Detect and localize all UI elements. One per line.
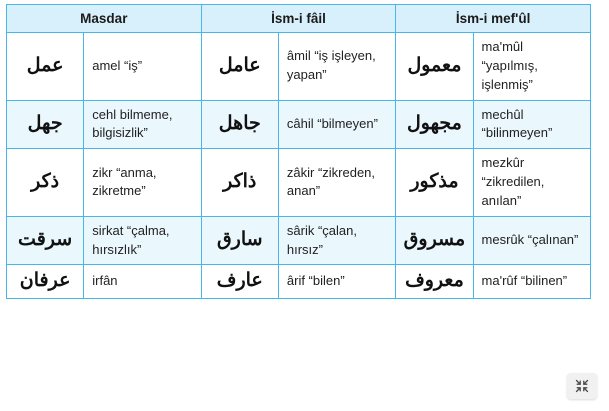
cell-fail-translit: ârif “bilen” — [278, 265, 395, 299]
cell-fail-arabic: عامل — [201, 33, 278, 101]
table-head — [7, 5, 591, 33]
cell-fail-arabic: ذاكر — [201, 149, 278, 217]
table-row — [7, 149, 591, 217]
cell-masdar-arabic: سرقت — [7, 216, 84, 265]
cell-meful-translit: ma'rûf “bilinen” — [473, 265, 590, 299]
cell-masdar-translit: sirkat “çalma, hırsızlık” — [84, 216, 201, 265]
cell-meful-arabic: معمول — [396, 33, 473, 101]
cell-masdar-arabic: ذكر — [7, 149, 84, 217]
table-body — [7, 33, 591, 299]
cell-fail-translit: sârik “çalan, hırsız” — [278, 216, 395, 265]
cell-meful-translit: ma'mûl “yapılmış, işlenmiş” — [473, 33, 590, 101]
cell-masdar-arabic: عرفان — [7, 265, 84, 299]
cell-fail-translit: câhil “bilmeyen” — [278, 100, 395, 149]
cell-masdar-translit: irfân — [84, 265, 201, 299]
table-header-row — [7, 5, 591, 33]
fullscreen-collapse-icon — [574, 378, 590, 394]
page-container — [0, 4, 609, 411]
column-header-ism-i-fail: İsm-i fâil — [201, 5, 396, 33]
cell-fail-arabic: سارق — [201, 216, 278, 265]
conjugation-table — [6, 4, 591, 299]
table-row — [7, 33, 591, 101]
column-header-masdar: Masdar — [7, 5, 202, 33]
cell-meful-arabic: معروف — [396, 265, 473, 299]
cell-meful-arabic: مسروق — [396, 216, 473, 265]
cell-fail-arabic: جاهل — [201, 100, 278, 149]
cell-masdar-translit: zikr “anma, zikretme” — [84, 149, 201, 217]
cell-masdar-translit: cehl bilmeme, bilgisizlik” — [84, 100, 201, 149]
cell-masdar-arabic: عمل — [7, 33, 84, 101]
cell-meful-arabic: مذكور — [396, 149, 473, 217]
table-row — [7, 265, 591, 299]
fullscreen-collapse-button[interactable] — [567, 373, 597, 399]
cell-meful-translit: mesrûk “çalınan” — [473, 216, 590, 265]
table-row — [7, 216, 591, 265]
cell-fail-arabic: عارف — [201, 265, 278, 299]
table-row — [7, 100, 591, 149]
cell-fail-translit: zâkir “zikreden, anan” — [278, 149, 395, 217]
cell-masdar-arabic: جهل — [7, 100, 84, 149]
cell-fail-translit: âmil “iş işleyen, yapan” — [278, 33, 395, 101]
cell-masdar-translit: amel “iş” — [84, 33, 201, 101]
cell-meful-translit: mechûl “bilinmeyen” — [473, 100, 590, 149]
column-header-ism-i-meful: İsm-i mef'ûl — [396, 5, 591, 33]
cell-meful-translit: mezkûr “zikredilen, anılan” — [473, 149, 590, 217]
cell-meful-arabic: مجهول — [396, 100, 473, 149]
